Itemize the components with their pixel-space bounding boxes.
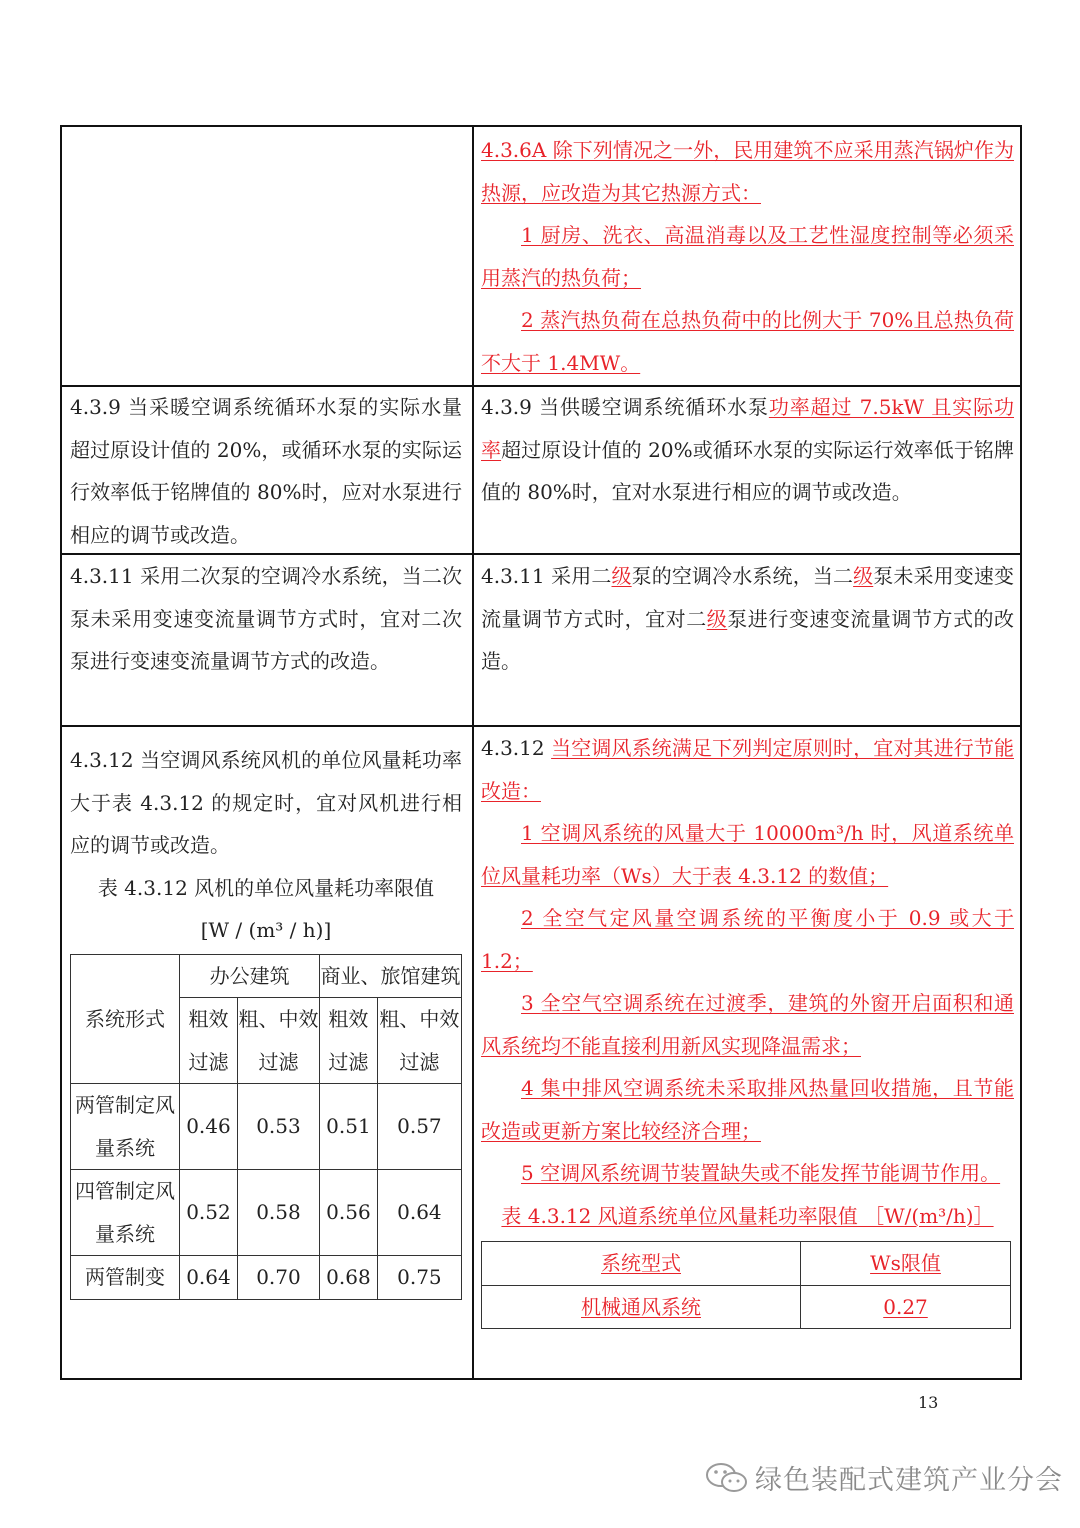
table-cell: 0.64 <box>180 1256 238 1300</box>
page-number: 13 <box>918 1393 939 1412</box>
table-cell: 0.51 <box>320 1084 378 1170</box>
duct-power-table <box>481 1241 1011 1329</box>
column-divider <box>472 127 474 1378</box>
table-cell: 0.27 <box>801 1285 1011 1329</box>
row2-right-cell <box>481 386 1014 514</box>
revised-text: 级 <box>853 564 874 588</box>
table-header: 粗、中效过滤 <box>237 998 319 1084</box>
table-header: 系统形式 <box>71 954 180 1084</box>
table-caption-old: 表 4.3.12 风机的单位风量耗功率限值 <box>97 875 435 900</box>
table-cell: 0.70 <box>237 1256 319 1300</box>
row1-right-cell <box>481 129 1014 384</box>
clause-4-3-6a-title: 4.3.6A 除下列情况之一外，民用建筑不应采用蒸汽锅炉作为热源，应改造为其它热源方式： <box>481 138 1014 205</box>
revised-text: 级 <box>611 564 632 588</box>
table-cell: 0.68 <box>320 1256 378 1300</box>
table-header: 粗、中效过滤 <box>377 998 461 1084</box>
clause-4-3-9-old: 4.3.9 当采暖空调系统循环水泵的实际水量超过原设计值的 20%，或循环水泵的实际运行效率低于铭牌值的 80%时，应对水泵进行相应的调节或改造。 <box>70 395 462 547</box>
row2-left-cell <box>70 386 462 556</box>
clause-number: 4.3.12 <box>481 736 552 760</box>
table-cell: 0.52 <box>180 1170 238 1256</box>
table-row <box>482 1285 1011 1329</box>
clause-text: 超过原设计值的 20%或循环水泵的实际运行效率低于铭牌值的 80%时，宜对水泵进行相应的调节或改造。 <box>481 437 1015 504</box>
table-header: 商业、旅馆建筑 <box>320 954 462 998</box>
watermark-text: 绿色装配式建筑产业分会 <box>755 1465 1063 1496</box>
clause-4-3-12-item5: 5 空调风系统调节装置缺失或不能发挥节能调节作用。 <box>521 1161 1001 1185</box>
clause-4-3-9-new <box>481 386 1014 514</box>
comparison-table <box>60 125 1022 1380</box>
clause-4-3-11-new <box>481 555 1014 683</box>
clause-text: 泵的空调冷水系统，当二 <box>631 564 854 588</box>
table-cell: 0.46 <box>180 1084 238 1170</box>
row4-left-cell <box>70 739 462 1300</box>
table-cell: 两管制变 <box>71 1256 180 1300</box>
clause-4-3-11-old: 4.3.11 采用二次泵的空调冷水系统，当二次泵未采用变速变流量调节方式时，宜对二次泵进行变速变流量调节方式的改造。 <box>70 564 462 673</box>
clause-4-3-6a-item1: 1 厨房、洗衣、高温消毒以及工艺性湿度控制等必须采用蒸汽的热负荷； <box>481 223 1014 290</box>
row4-right-cell <box>481 727 1014 1329</box>
fan-power-table <box>70 954 462 1300</box>
clause-4-3-6a-item2: 2 蒸汽热负荷在总热负荷中的比例大于 70%且总热负荷不大于 1.4MW。 <box>481 308 1014 375</box>
clause-text: 4.3.9 当供暖空调系统循环水泵 <box>481 395 769 419</box>
table-row <box>71 1084 462 1170</box>
table-header: 系统型式 <box>482 1242 801 1286</box>
table-unit-old: [W / (m³ / h)] <box>200 918 332 942</box>
clause-text: 泵未采用变速变流量调节方式时，宜对二 <box>481 564 1015 631</box>
table-row <box>71 1170 462 1256</box>
table-header: Ws限值 <box>801 1242 1011 1286</box>
clause-4-3-12-item4: 4 集中排风空调系统未采取排风热量回收措施，且节能改造或更新方案比较经济合理； <box>481 1076 1014 1143</box>
table-cell: 0.75 <box>377 1256 461 1300</box>
table-header: 办公建筑 <box>180 954 320 998</box>
wechat-icon <box>705 1462 749 1494</box>
revised-text: 级 <box>706 606 728 631</box>
clause-text: 4.3.11 采用二 <box>481 564 612 588</box>
clause-4-3-12-old: 4.3.12 当空调风系统风机的单位风量耗功率大于表 4.3.12 的规定时，宜对风机进行相应的调节或改造。 <box>70 748 462 857</box>
clause-4-3-12-new <box>481 727 1014 812</box>
revised-text: 当空调风系统满足下列判定原则时，宜对其进行节能改造： <box>481 736 1014 803</box>
table-row <box>71 1256 462 1300</box>
table-cell: 0.64 <box>377 1170 461 1256</box>
clause-4-3-12-item3: 3 全空气空调系统在过渡季，建筑的外窗开启面积和通风系统均不能直接利用新风实现降温需求； <box>481 991 1014 1058</box>
table-header: 粗效过滤 <box>180 998 238 1084</box>
table-cell: 0.53 <box>237 1084 319 1170</box>
watermark <box>705 1458 1063 1497</box>
table-cell: 0.58 <box>237 1170 319 1256</box>
table-cell: 四管制定风量系统 <box>71 1170 180 1256</box>
row3-right-cell <box>481 555 1014 683</box>
table-cell: 机械通风系统 <box>482 1285 801 1329</box>
clause-text: 泵进行变速变流量调节方式的改造。 <box>481 606 1015 673</box>
row3-left-cell <box>70 555 462 683</box>
table-cell: 两管制定风量系统 <box>71 1084 180 1170</box>
table-cell: 0.57 <box>377 1084 461 1170</box>
table-caption-new: 表 4.3.12 风道系统单位风量耗功率限值 ［W/(m³/h)］ <box>501 1203 994 1228</box>
table-header: 粗效过滤 <box>320 998 378 1084</box>
clause-4-3-12-item1: 1 空调风系统的风量大于 10000m³/h 时，风道系统单位风量耗功率（Ws）大于表 4.3.12 的数值； <box>481 821 1014 888</box>
table-cell: 0.56 <box>320 1170 378 1256</box>
revised-text: 功率超过 7.5kW 且实际功率 <box>481 395 1015 462</box>
clause-4-3-12-item2: 2 全空气定风量空调系统的平衡度小于 0.9 或大于 1.2； <box>481 906 1014 973</box>
